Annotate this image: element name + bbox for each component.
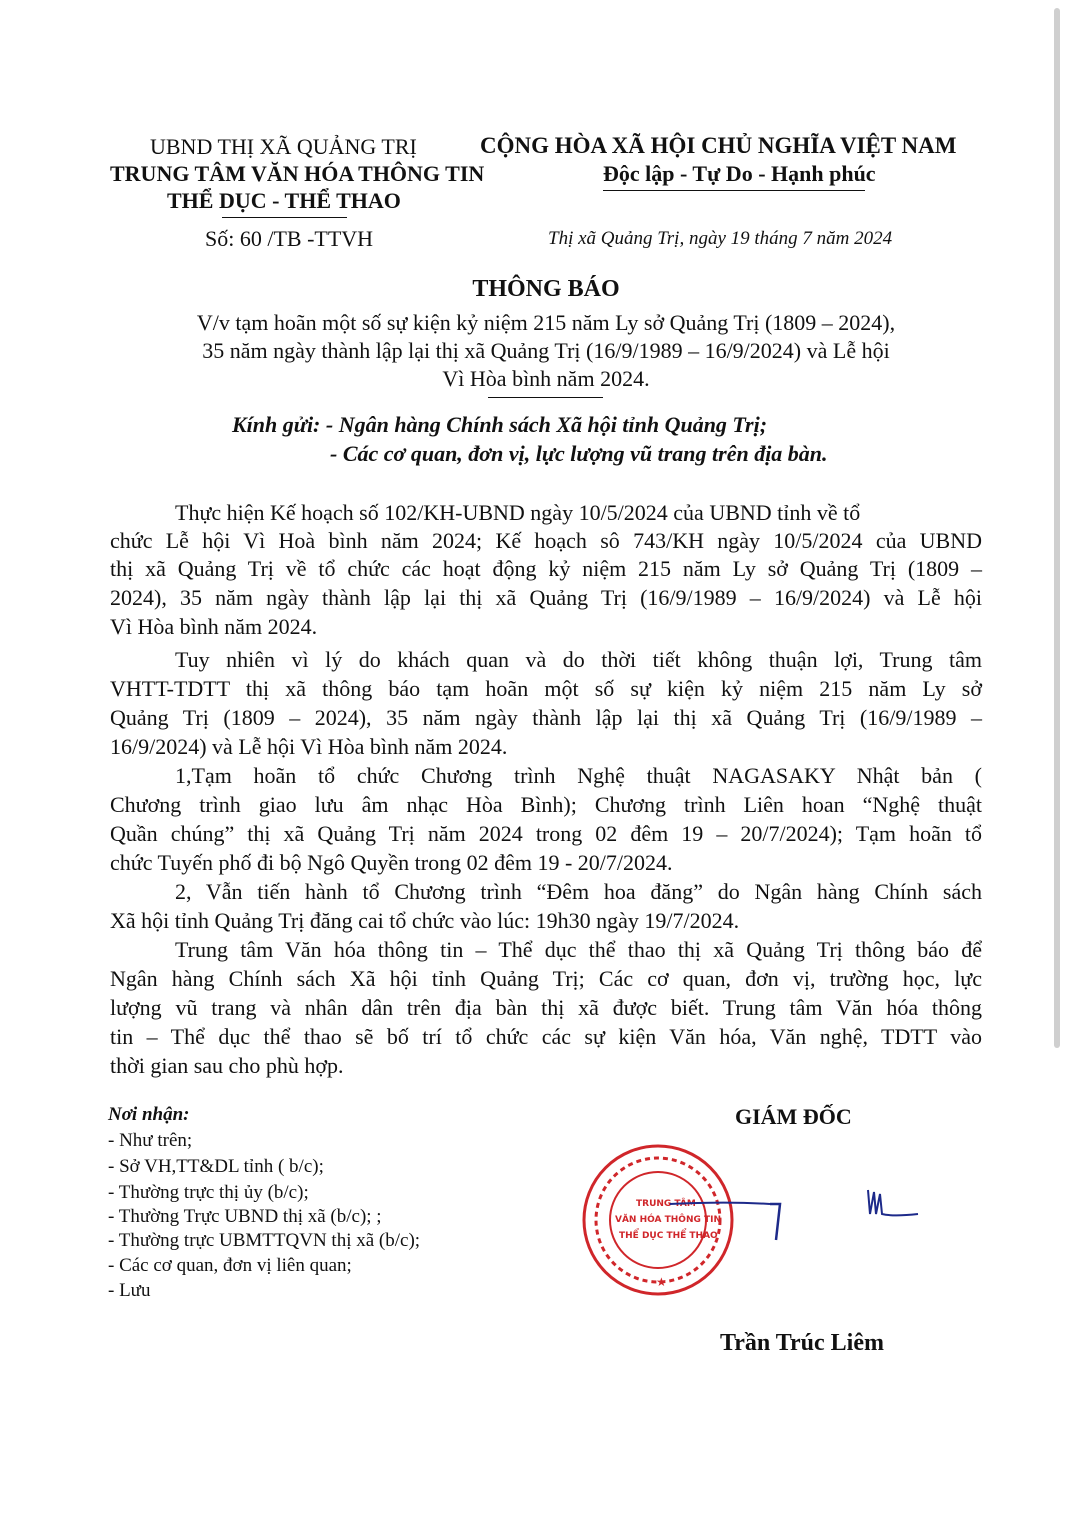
handwritten-signature — [670, 1180, 920, 1250]
recipients-line-1: Kính gửi: - Ngân hàng Chính sách Xã hội tỉnh Quảng Trị; — [232, 412, 768, 437]
p3-line-4: chức Tuyến phố đi bộ Ngô Quyền trong 02 đêm 19 - 20/7/2024. — [110, 850, 673, 875]
svg-text:★: ★ — [656, 1275, 667, 1289]
p2-line-1: Tuy nhiên vì lý do khách quan và do thời tiết không thuận lợi, Trung tâm — [175, 647, 982, 672]
p1-line-1: Thực hiện Kế hoạch số 102/KH-UBND ngày 10/5/2024 của UBND tỉnh về tổ — [175, 500, 861, 525]
subject-line-2: 35 năm ngày thành lập lại thị xã Quảng Trị (16/9/1989 – 16/9/2024) và Lễ hội — [202, 338, 890, 363]
p5-line-4: tin – Thể dục thể thao sẽ bố trí tổ chức các sự kiện Văn hóa, Văn nghệ, TDTT vào — [110, 1024, 982, 1049]
p3-line-3: Quần chúng” thị xã Quảng Trị năm 2024 trong 02 đêm 19 – 20/7/2024); Tạm hoãn tổ — [110, 821, 982, 846]
document-number: Số: 60 /TB -TTVH — [205, 226, 374, 251]
distribution-heading: Nơi nhận: — [108, 1104, 190, 1125]
svg-text:THỂ DỤC THỂ THAO: THỂ DỤC THỂ THAO — [619, 1231, 718, 1241]
title-underline — [488, 397, 603, 398]
p3-line-1: 1,Tạm hoãn tổ chức Chương trình Nghệ thuật NAGASAKY Nhật bản ( — [175, 763, 982, 788]
scrollbar[interactable] — [1054, 8, 1060, 1048]
p4-line-2: Xã hội tỉnh Quảng Trị đăng cai tổ chức vào lúc: 19h30 ngày 19/7/2024. — [110, 908, 740, 933]
subject-line-1: V/v tạm hoãn một số sự kiện kỷ niệm 215 năm Ly sở Quảng Trị (1809 – 2024), — [196, 310, 896, 335]
distribution-item: - Thường trực UBMTTQVN thị xã (b/c); — [108, 1230, 421, 1251]
distribution-item: - Thường Trực UBND thị xã (b/c); ; — [108, 1206, 382, 1227]
p5-line-3: lượng vũ trang và nhân dân trên địa bàn thị xã được biết. Trung tâm Văn hóa thông — [110, 995, 982, 1020]
p1-line-3: thị xã Quảng Trị về tổ chức các hoạt động kỷ niệm 215 năm Ly sở Quảng Trị (1809 – — [110, 556, 982, 581]
p2-line-2: VHTT-TDTT thị xã thông báo tạm hoãn một số sự kiện kỷ niệm 215 năm Ly sở — [110, 676, 982, 701]
p3-line-2: Chương trình giao lưu âm nhạc Hòa Bình); Chương trình Liên hoan “Nghệ thuật — [110, 792, 982, 817]
agency-name: UBND THỊ XÃ QUẢNG TRỊ — [150, 134, 417, 159]
p1-line-2: chức Lễ hội Vì Hoà bình năm 2024; Kế hoạch sô 743/KH ngày 10/5/2024 của UBND — [110, 528, 982, 553]
national-title: CỘNG HÒA XÃ HỘI CHỦ NGHĨA VIỆT NAM — [480, 133, 957, 158]
p5-line-1: Trung tâm Văn hóa thông tin – Thể dục thể thao thị xã Quảng Trị thông báo để — [175, 937, 982, 962]
p1-line-5: Vì Hòa bình năm 2024. — [110, 614, 318, 639]
svg-text:VĂN HÓA THÔNG TIN: VĂN HÓA THÔNG TIN — [615, 1215, 722, 1225]
p1-line-4: 2024), 35 năm ngày thành lập lại thị xã Quảng Trị (16/9/1989 – 16/9/2024) và Lễ hội — [110, 585, 982, 610]
center-name-line1: TRUNG TÂM VĂN HÓA THÔNG TIN — [110, 161, 485, 186]
distribution-item: - Sở VH,TT&DL tỉnh ( b/c); — [108, 1156, 324, 1177]
signer-title: GIÁM ĐỐC — [735, 1104, 852, 1129]
p5-line-5: thời gian sau cho phù hợp. — [110, 1053, 344, 1078]
header-left-underline — [222, 217, 347, 218]
issue-date: Thị xã Quảng Trị, ngày 19 tháng 7 năm 2024 — [548, 228, 893, 249]
subject-line-3: Vì Hòa bình năm 2024. — [442, 366, 650, 391]
signer-name: Trần Trúc Liêm — [720, 1330, 884, 1356]
p5-line-2: Ngân hàng Chính sách Xã hội tỉnh Quảng Trị; Các cơ quan, đơn vị, trường học, lực — [110, 966, 982, 991]
distribution-item: - Các cơ quan, đơn vị liên quan; — [108, 1255, 352, 1276]
p2-line-3: Quảng Trị (1809 – 2024), 35 năm ngày thành lập lại thị xã Quảng Trị (16/9/1989 – — [110, 705, 982, 730]
distribution-item: - Lưu — [108, 1280, 151, 1301]
center-name-line2: THỂ DỤC - THỂ THAO — [167, 188, 401, 213]
header-right-underline — [603, 190, 865, 191]
recipients-line-2: - Các cơ quan, đơn vị, lực lượng vũ trang trên địa bàn. — [330, 441, 828, 466]
svg-text:TRUNG TÂM: TRUNG TÂM — [636, 1199, 696, 1209]
distribution-item: - Thường trực thị ủy (b/c); — [108, 1182, 309, 1203]
p4-line-1: 2, Vẫn tiến hành tổ Chương trình “Đêm hoa đăng” do Ngân hàng Chính sách — [175, 879, 982, 904]
distribution-item: - Như trên; — [108, 1130, 193, 1151]
p2-line-4: 16/9/2024) và Lễ hội Vì Hòa bình năm 2024. — [110, 734, 508, 759]
national-motto: Độc lập - Tự Do - Hạnh phúc — [603, 161, 876, 186]
document-title: THÔNG BÁO — [472, 276, 620, 302]
